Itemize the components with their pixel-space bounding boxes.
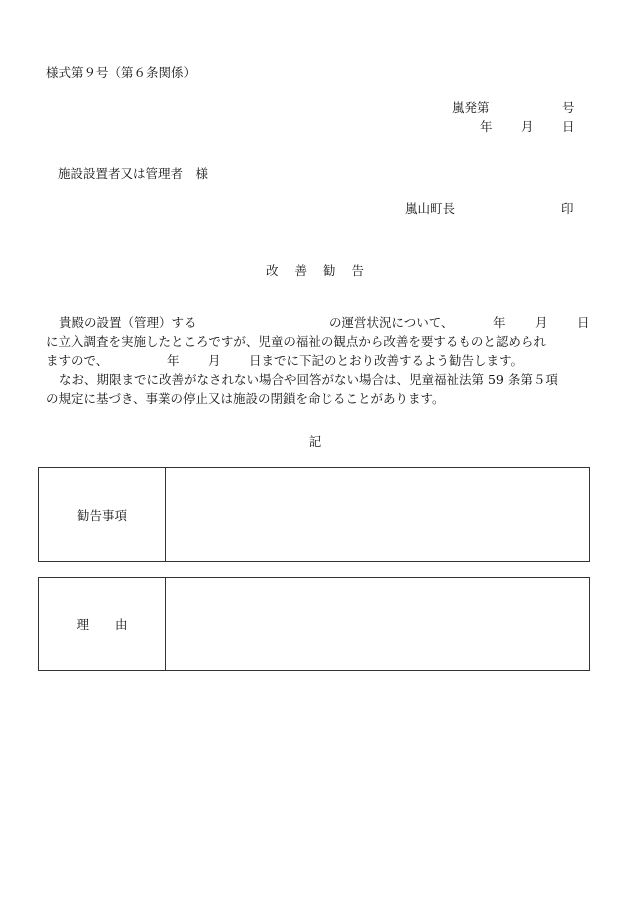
date-month-label: 月: [521, 119, 534, 134]
reference-number-suffix: 号: [562, 100, 575, 115]
body-line3-month: 月: [208, 353, 221, 368]
body-line: [46, 370, 590, 389]
body-line1-b: の運営状況について、: [329, 315, 454, 330]
title-char: 告: [351, 263, 364, 278]
body-line1-month: 月: [535, 315, 548, 330]
body-line5: の規定に基づき、事業の停止又は施設の閉鎖を命じることがあります。: [46, 391, 445, 406]
reason-label-char: 理: [76, 617, 89, 632]
date-day-label: 日: [562, 119, 575, 134]
body-line3-b: 日までに下記のとおり改善するよう勧告します。: [249, 353, 524, 368]
reference-date: [452, 119, 582, 135]
reference-number-prefix: 嵐発第: [452, 100, 490, 115]
body-line2: に立入調査を実施したところですが、児童の福祉の観点から改善を要するものと認められ: [46, 334, 546, 349]
title-char: 勧: [322, 263, 336, 278]
body-line: [46, 313, 590, 332]
ki-heading: 記: [308, 434, 322, 449]
body-text: [46, 313, 590, 408]
reason-content-cell: [166, 578, 589, 670]
recommendation-row: [38, 467, 590, 562]
seal-mark: 印: [561, 201, 574, 216]
reason-label-char: 由: [115, 617, 128, 632]
body-line1-year: 年: [493, 315, 506, 330]
reference-number: [452, 100, 582, 116]
form-number: 様式第９号（第６条関係）: [46, 65, 197, 80]
sender-title: 嵐山町長: [405, 201, 456, 216]
body-line4: なお、期限までに改善がなされない場合や回答がない場合は、児童福祉法第 59 条第５項: [59, 372, 558, 387]
reason-label-cell: [39, 578, 166, 670]
title-char: 改: [265, 263, 279, 278]
title-char: 善: [294, 263, 307, 278]
recommendation-label: 勧告事項: [76, 507, 127, 523]
body-line: [46, 389, 590, 408]
body-line3-year: 年: [167, 353, 180, 368]
body-line: [46, 332, 590, 351]
recommendation-label-cell: [39, 468, 166, 561]
body-line1-day: 日: [577, 315, 590, 330]
body-line: [46, 351, 590, 370]
reason-row: [38, 577, 590, 671]
body-line1-a: 貴殿の設置（管理）する: [59, 315, 197, 330]
date-year-label: 年: [480, 119, 493, 134]
body-line3-a: ますので、: [46, 353, 109, 368]
document-title: [0, 263, 630, 279]
addressee: 施設設置者又は管理者 様: [58, 166, 209, 181]
recommendation-content-cell: [166, 468, 589, 561]
